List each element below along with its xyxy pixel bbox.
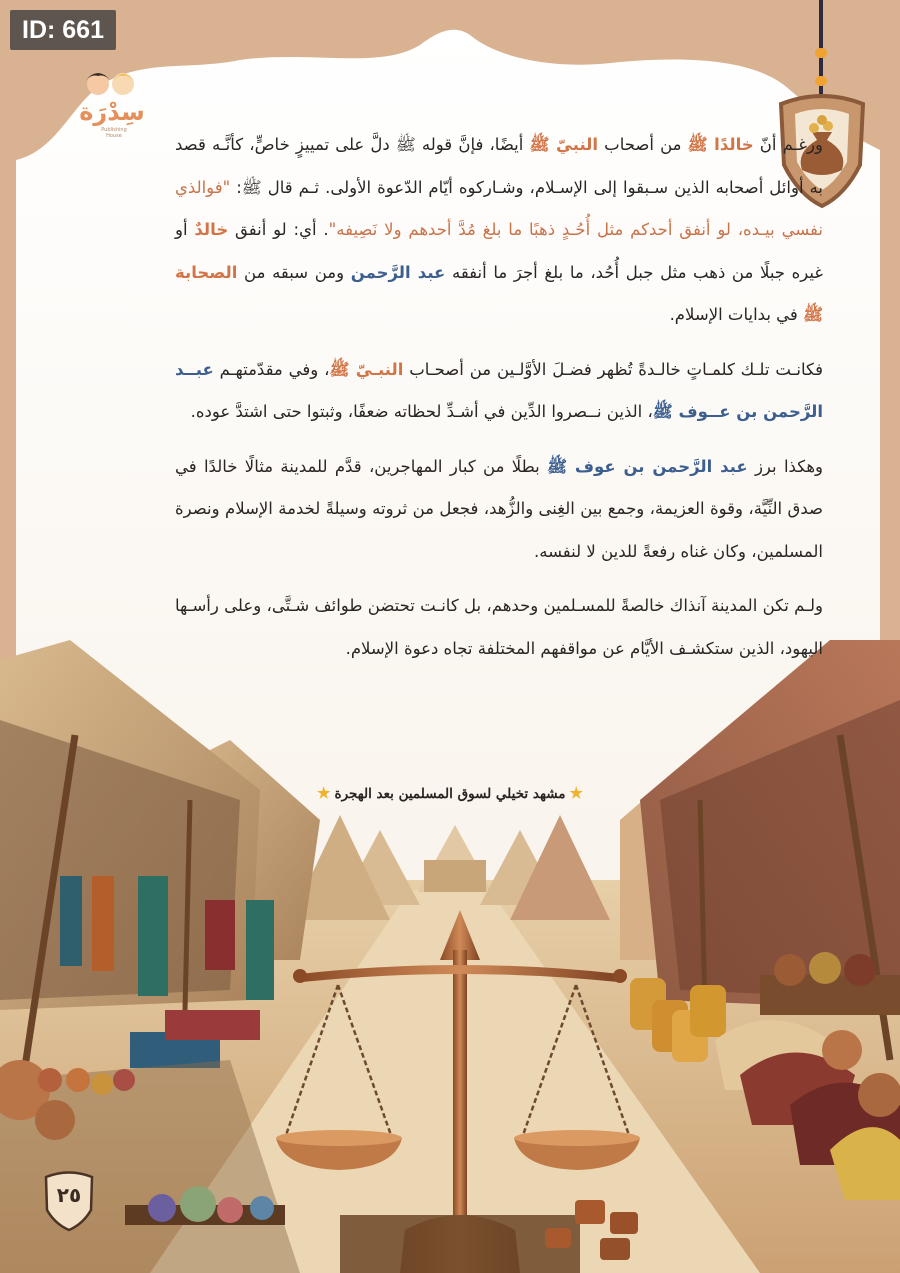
paragraph-1-text-i: أو غيره جبلًا من ذهب مثل جبل أُحُد، ما بلغ أجرَ ما أنفقه <box>175 220 823 282</box>
paragraph-2-text-e: ، الذين نــصروا الدِّين في أشـدِّ لحظاته ضعفًا، وثبتوا حتى اشتدَّ عوده. <box>190 402 653 421</box>
paragraph-1-text-k: ومن سبقه من <box>237 262 351 282</box>
publisher-logo-text: سِدْرَة <box>79 98 145 126</box>
hadith-quote: "فوالذي نفسي بيـده، لو أنفق أحدكم مثل أُحُـدٍ ذهبًا ما بلغ مُدَّ أحدهم ولا نَصِيفه" <box>175 177 823 239</box>
star-icon: ★ <box>317 784 331 802</box>
paragraph-2-text-a: فكانـت تلـك كلمـاتٍ خالـدةً تُظهر فضـلَ الأوَّلـين من أصحـاب <box>403 359 823 379</box>
paragraph-3 <box>175 446 823 574</box>
paragraph-3-text-c: بطلًا من كبار المهاجرين، قدَّم للمدينة مثالًا خالدًا في صدق النِّيَّة، وقوة العزيمة، وجمع بين الغِنى والزُّهد، فجعل من ثروته وسيلةً لخدمة الإسلام ونصرة المسلمين، وكان غناه رفعةً للدين لا لنفسه. <box>175 456 823 561</box>
paragraph-1-text-m: في بدايات الإسلام. <box>669 305 804 324</box>
highlight-abdulrahman: عبد الرَّحمن <box>350 262 446 282</box>
paragraph-1-text-e: أيضًا، فإنَّ قوله ﷺ دلَّ على تمييزٍ خاصٍّ، كأنَّـه قصد به أوائل أصحابه الذين سـبقوا إلى الإسـلام، وشـاركوه أيّام الدّعوة الأولى. ثـم قال ﷺ: <box>175 135 823 197</box>
paragraph-3-text-a: وهكذا برز <box>747 456 823 476</box>
paragraph-1-text-g: . أي: لو أنفق <box>228 220 329 239</box>
paragraph-4: ولـم تكن المدينة آنذاك خالصةً للمسـلمين وحدهم، بل كانـت تحتضن طوائف شـتَّى، وعلى رأسـها اليهود، الذين ستكشـف الأيَّام عن مواقفهم المختلفة تجاه دعوة الإسلام. <box>175 596 823 658</box>
image-caption <box>0 782 900 805</box>
paragraph-1-text-c: من أصحاب <box>598 135 688 154</box>
paragraph-1-text-a: ورغـم أنّ <box>753 135 823 154</box>
highlight-sahaba: الصحابة ﷺ <box>175 262 823 324</box>
highlight-abdulrahman-ibn-awf-2: عبد الرَّحمن بن عوف ﷺ <box>547 456 748 476</box>
paragraph-1 <box>175 124 823 337</box>
highlight-khalid: خالدًا ﷺ <box>687 135 754 154</box>
publisher-logo-subtext: Publishing House <box>101 127 127 139</box>
body-text <box>175 124 823 670</box>
page-number: ٢٥ <box>56 1183 82 1207</box>
highlight-abdulrahman-ibn-awf: عبــد الرَّحمن بن عــوف ﷺ <box>175 359 823 421</box>
star-icon: ★ <box>569 784 583 802</box>
caption-text: مشهد تخيلي لسوق المسلمين بعد الهجرة <box>334 786 566 802</box>
id-badge: ID: 661 <box>10 10 116 50</box>
paragraph-2 <box>175 349 823 434</box>
highlight-khalid-2: خالدٌ <box>194 220 229 239</box>
highlight-prophet: النبيّ ﷺ <box>529 135 599 154</box>
paragraph-2-text-c: ، وفي مقدّمتهـم <box>213 359 330 379</box>
highlight-prophet-2: النبـيّ ﷺ <box>329 359 404 379</box>
